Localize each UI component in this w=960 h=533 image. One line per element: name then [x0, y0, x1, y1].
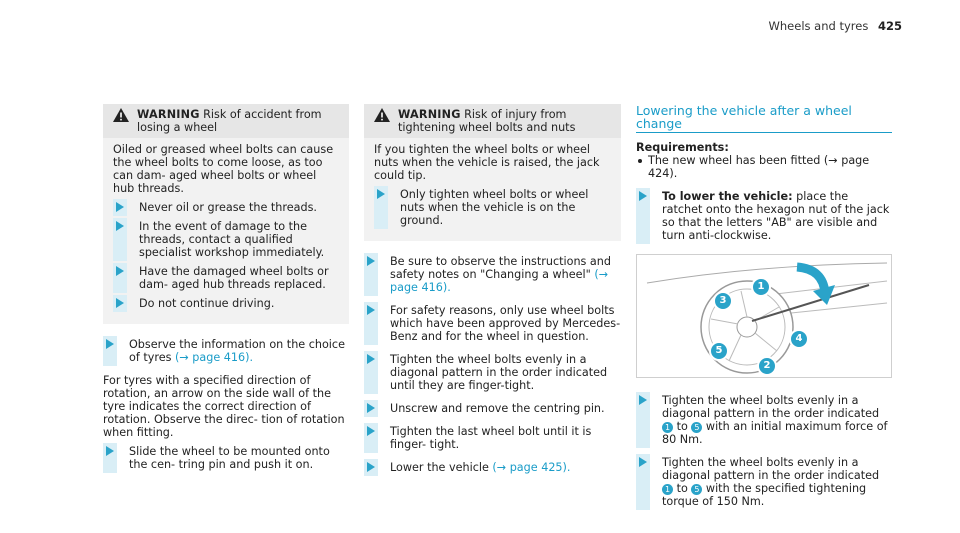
warning-header: [103, 104, 349, 138]
callout-3: 3: [713, 291, 733, 311]
column-2: [364, 104, 621, 480]
requirements-label: Requirements:: [636, 141, 729, 154]
step-arrow-icon: [639, 457, 647, 467]
paragraph-rotation: For tyres with a specified direction of rotation, an arrow on the side wall of the tyre indicates the correct direction of rotation. Observe the direc- tion of rotation when fitting.: [103, 374, 345, 439]
page-number: 425: [877, 19, 902, 33]
step-arrow-icon: [639, 191, 647, 201]
header-title: Wheels and tyres: [768, 19, 869, 33]
warning-box-accident: [103, 104, 349, 324]
warning-intro: If you tighten the wheel bolts or wheel nuts when the vehicle is raised, the jack could tip.: [374, 143, 600, 182]
step-arrow-icon: [367, 462, 375, 472]
step-arrow-icon: [106, 339, 114, 349]
instruction-step: Tighten the last wheel bolt until it is finger- tight.: [364, 425, 621, 451]
step-arrow-icon: [106, 446, 114, 456]
section-title: Lowering the vehicle after a wheel change: [636, 104, 892, 133]
marker-5: 5: [691, 422, 702, 433]
warning-title: Risk of accident from losing a wheel: [137, 108, 322, 134]
warning-label: WARNING: [398, 108, 461, 121]
callout-1: 1: [751, 277, 771, 297]
instruction-step: Slide the wheel to be mounted onto the cen- tring pin and push it on.: [103, 445, 349, 471]
instruction-step: Lower the vehicle (→ page 425).: [364, 461, 621, 474]
warning-step: In the event of damage to the threads, contact a qualified specialist workshop immediately.: [113, 220, 339, 259]
instruction-step: Observe the information on the choice of tyres (→ page 416).: [103, 338, 349, 364]
page-header: [769, 20, 902, 33]
warning-step: Never oil or grease the threads.: [113, 201, 339, 214]
step-arrow-icon: [116, 298, 124, 308]
warning-step: Have the damaged wheel bolts or dam- aged hub threads replaced.: [113, 265, 339, 291]
column-1: [103, 104, 349, 477]
step-arrow-icon: [639, 395, 647, 405]
step-arrow-icon: [116, 266, 124, 276]
step-arrow-icon: [367, 305, 375, 315]
warning-title: Risk of injury from tightening wheel bolts and nuts: [398, 108, 576, 134]
warning-box-injury: [364, 104, 621, 241]
instruction-step: Tighten the wheel bolts evenly in a diagonal pattern in the order indicated 1 to 5 with the specified tightening torque of 150 Nm.: [636, 456, 892, 508]
step-arrow-icon: [367, 426, 375, 436]
wheel-figure: [636, 254, 892, 378]
step-arrow-icon: [377, 189, 385, 199]
page-link[interactable]: (→ page 416).: [390, 268, 609, 294]
marker-1: 1: [662, 422, 673, 433]
warning-triangle-icon: [113, 108, 129, 122]
warning-step: Do not continue driving.: [113, 297, 339, 310]
instruction-step: Tighten the wheel bolts evenly in a diagonal pattern in the order indicated 1 to 5 with an initial maximum force of 80 Nm.: [636, 394, 892, 446]
page-link[interactable]: (→ page 416).: [174, 351, 254, 364]
callout-4: 4: [789, 329, 809, 349]
warning-triangle-icon: [374, 108, 390, 122]
instruction-step: Be sure to observe the instructions and safety notes on "Changing a wheel" (→ page 416).: [364, 255, 621, 294]
warning-header: [364, 104, 621, 138]
page-link[interactable]: (→ page 425).: [492, 461, 571, 474]
callout-5: 5: [709, 341, 729, 361]
warning-label: WARNING: [137, 108, 200, 121]
instruction-step: Unscrew and remove the centring pin.: [364, 402, 621, 415]
callout-2: 2: [757, 356, 777, 376]
step-arrow-icon: [116, 202, 124, 212]
instruction-step: Tighten the wheel bolts evenly in a diagonal pattern in the order indicated until they are finger-tight.: [364, 353, 621, 392]
instruction-step: For safety reasons, only use wheel bolts which have been approved by Mercedes-Benz and for the wheel in question.: [364, 304, 621, 343]
warning-intro: Oiled or greased wheel bolts can cause the wheel bolts to come loose, as too can dam- aged wheel bolts or wheel hub threads.: [113, 143, 334, 195]
marker-5: 5: [691, 484, 702, 495]
step-arrow-icon: [367, 256, 375, 266]
column-3: [636, 104, 892, 514]
marker-1: 1: [662, 484, 673, 495]
step-arrow-icon: [116, 221, 124, 231]
requirement-item: The new wheel has been fitted (→ page 424).: [636, 154, 892, 180]
warning-step: Only tighten wheel bolts or wheel nuts when the vehicle is on the ground.: [374, 188, 611, 227]
step-arrow-icon: [367, 354, 375, 364]
instruction-step: To lower the vehicle: place the ratchet onto the hexagon nut of the jack so that the letters "AB" are visible and turn anti-clockwise.: [636, 190, 892, 242]
step-arrow-icon: [367, 403, 375, 413]
